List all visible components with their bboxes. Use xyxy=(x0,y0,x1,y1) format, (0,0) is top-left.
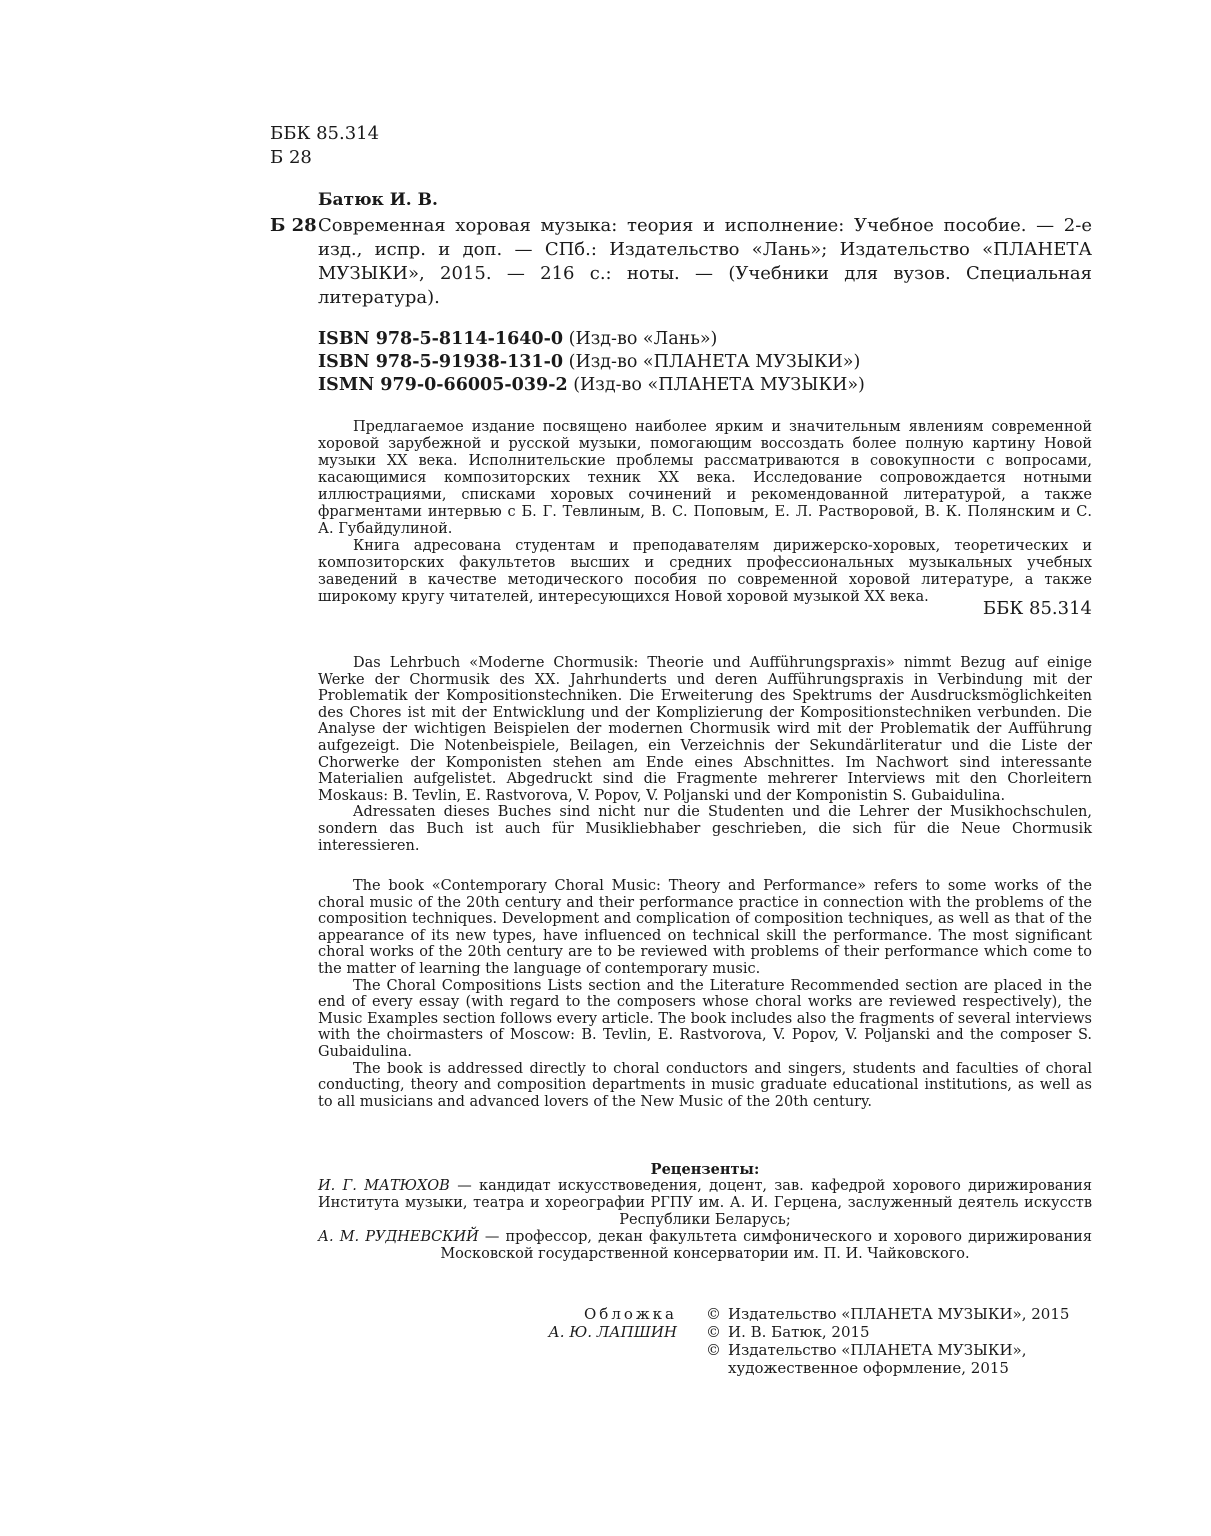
cover-credit xyxy=(500,1305,677,1341)
reviewer-2-name: А. М. РУДНЕВСКИЙ xyxy=(318,1229,479,1245)
isbn-publisher: (Изд-во «ПЛАНЕТА МУЗЫКИ») xyxy=(568,352,861,372)
isbn-publisher: (Изд-во «Лань») xyxy=(568,329,718,349)
isbn-line xyxy=(318,374,865,397)
copyright-line xyxy=(706,1341,1069,1359)
copyright-text: художественное оформление, 2015 xyxy=(728,1359,1009,1377)
annotation-paragraph: The book is addressed directly to choral conductors and singers, students and faculties of choral conducting, theory and composition departments in music graduate educational institutions, as well as to all musicians and advanced lovers of the New Music of the 20th century. xyxy=(318,1060,1092,1110)
bbk-code-top: ББК 85.314 xyxy=(270,123,380,144)
copyright-line xyxy=(706,1305,1069,1323)
copyright-line xyxy=(706,1323,1069,1341)
isbn-number: ISBN 978-5-8114-1640-0 xyxy=(318,329,564,349)
isbn-number: ISBN 978-5-91938-131-0 xyxy=(318,352,564,372)
annotation-paragraph: Adressaten dieses Buches sind nicht nur die Studenten und die Lehrer der Musikhochschulen, sondern das Buch ist auch für Musikliebhaber geschrieben, die sich für die Neue Chormusik interessieren. xyxy=(318,804,1092,854)
ismn-number: ISMN 979-0-66005-039-2 xyxy=(318,375,568,395)
classification-block xyxy=(270,122,379,170)
reviewer-1-title: — кандидат искусствоведения, доцент, зав. кафедрой хорового дирижирования xyxy=(449,1178,1092,1194)
copyright-text: Издательство «ПЛАНЕТА МУЗЫКИ», 2015 xyxy=(728,1305,1070,1323)
author-mark-top: Б 28 xyxy=(270,147,312,168)
reviewer-2-line-2: Московской государственной консерватории им. П. И. Чайковского. xyxy=(440,1246,970,1262)
cover-label: Обложка xyxy=(583,1305,677,1323)
author-mark-code: Б 28 xyxy=(270,215,317,236)
reviewer-1-line-2: Института музыки, театра и хореографии РГПУ им. А. И. Герцена, заслуженный деятель искусств xyxy=(318,1195,1092,1211)
reviewer-1-line-3: Республики Беларусь; xyxy=(619,1212,791,1228)
annotation-german xyxy=(318,655,1092,854)
reviewer-1-line-1 xyxy=(318,1178,1092,1195)
copyright-icon: © xyxy=(706,1341,721,1359)
reviewer-2-title: — профессор, декан факультета симфонического и хорового дирижирования xyxy=(478,1229,1092,1245)
annotation-paragraph: The Choral Compositions Lists section and the Literature Recommended section are placed in the end of every essay (with regard to the composers whose choral works are reviewed respectively), the Music Examples section follows every article. The book includes also the fragments of several interviews with the choirmasters of Moscow: B. Tevlin, E. Rastvorova, V. Popov, V. Poljanski and the composer S. Gubaidulina. xyxy=(318,977,1092,1060)
bibliographic-citation: Современная хоровая музыка: теория и исполнение: Учебное пособие. — 2-е изд., испр. и доп. — СПб.: Издательство «Лань»; Издательство «ПЛАНЕТА МУЗЫКИ», 2015. — 216 с.: ноты. — (Учебники для вузов. Специальная литература). xyxy=(318,215,1092,308)
isbn-line xyxy=(318,351,865,374)
cover-artist: А. Ю. ЛАПШИН xyxy=(548,1323,677,1341)
copyright-text: Издательство «ПЛАНЕТА МУЗЫКИ», xyxy=(728,1341,1027,1359)
annotation-paragraph: The book «Contemporary Choral Music: Theory and Performance» refers to some works of the choral music of the 20th century and their performance practice in connection with the problems of the composition techniques. Development and complication of composition techniques, as well as that of the appearance of its new types, have influenced on technical skill the performance. The most significant choral works of the 20th century are to be reviewed with problems of their performance which come to the matter of learning the language of contemporary music. xyxy=(318,878,1092,977)
reviewer-1-name: И. Г. МАТЮХОВ xyxy=(318,1178,450,1194)
annotation-paragraph: Предлагаемое издание посвящено наиболее ярким и значительным явлениям современной хоровой зарубежной и русской музыки, помогающим воссоздать более полную картину Новой музыки ХХ века. Исполнительские проблемы рассматриваются в совокупности с вопросами, касающимися композиторских техник ХХ века. Исследование сопровождается нотными иллюстрациями, списками хоровых сочинений и рекомендованной литературой, а также фрагментами интервью с Б. Г. Тевлиным, В. С. Поповым, Е. Л. Растворовой, В. К. Полянским и С. А. Губайдулиной. xyxy=(318,419,1092,537)
copyright-icon: © xyxy=(706,1305,721,1323)
annotation-russian xyxy=(318,419,1092,606)
copyright-block xyxy=(706,1305,1069,1377)
isbn-publisher: (Изд-во «ПЛАНЕТА МУЗЫКИ») xyxy=(573,375,865,395)
reviewer-2-line-1 xyxy=(318,1229,1092,1246)
bbk-code-bottom: ББК 85.314 xyxy=(982,598,1092,619)
annotation-paragraph: Книга адресована студентам и преподавателям дирижерско-хоровых, теоретических и композиторских факультетов высших и средних профессиональных музыкальных учебных заведений в качестве методического пособия по современной хоровой литературе, а также широкому кругу читателей, интересующихся Новой хоровой музыкой ХХ века. xyxy=(318,538,1092,605)
annotation-paragraph: Das Lehrbuch «Moderne Chormusik: Theorie und Aufführungspraxis» nimmt Bezug auf einige Werke der Chormusik des XX. Jahrhunderts und deren Aufführungspraxis in Verbindung mit der Problematik der Kompositionstechniken. Die Erweiterung des Spektrums der Ausdrucksmöglichkeiten des Chores ist mit der Entwicklung und der Komplizierung der Kompositionstechniken verbunden. Die Analyse der wichtigen Beispielen der modernen Chormusik wird mit der Problematik der Aufführung aufgezeigt. Die Notenbeispiele, Beilagen, ein Verzeichnis der Sekundärliteratur und die Liste der Chorwerke der Komponisten stehen am Ende eines Abschnittes. Im Nachwort sind interessante Materialien aufgelistet. Abgedruckt sind die Fragmente mehrerer Interviews mit den Chorleitern Moskaus: B. Tevlin, E. Rastvorova, V. Popov, V. Poljanski und der Komponistin S. Gubaidulina. xyxy=(318,655,1092,804)
author-name: Батюк И. В. xyxy=(318,190,438,210)
copyright-text: И. В. Батюк, 2015 xyxy=(728,1323,870,1341)
copyright-line xyxy=(706,1359,1069,1377)
reviewers-block xyxy=(318,1161,1092,1263)
copyright-icon: © xyxy=(706,1323,721,1341)
isbn-line xyxy=(318,328,865,351)
isbn-list xyxy=(318,328,865,397)
reviewers-title: Рецензенты: xyxy=(650,1161,760,1178)
annotation-english xyxy=(318,878,1092,1110)
